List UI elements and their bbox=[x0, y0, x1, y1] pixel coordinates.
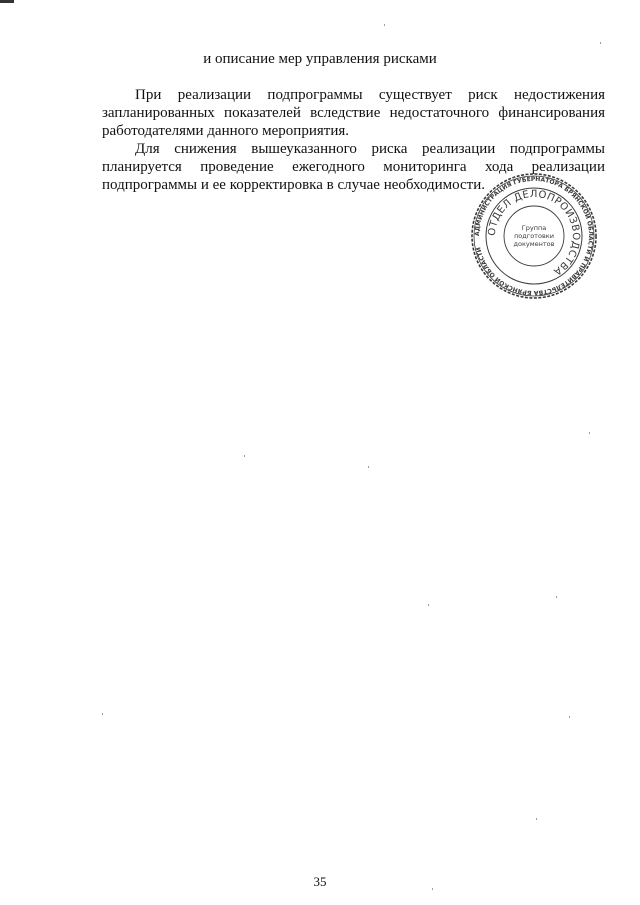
scan-speck bbox=[384, 24, 385, 26]
scan-speck bbox=[569, 716, 570, 718]
scan-speck bbox=[428, 604, 429, 606]
scan-speck bbox=[556, 596, 557, 598]
scan-speck bbox=[600, 42, 601, 44]
official-stamp bbox=[470, 172, 598, 300]
scan-speck bbox=[589, 432, 590, 434]
paragraph-risk: При реализации подпрограммы существует риск недостижения запланированных показателей вследствие недостаточного финансирования работодателями данного мероприятия. bbox=[102, 87, 605, 139]
scan-corner-mark bbox=[0, 0, 14, 3]
paragraph-mitigation: Для снижения вышеуказанного риска реализации подпрограммы планируется проведение ежегодного мониторинга хода реализации подпрограммы и ее корректировка в случае необходимости. bbox=[102, 141, 605, 193]
stamp-outer-text: АДМИНИСТРАЦИЯ ГУБЕРНАТОРА БРЯНСКОЙ ОБЛАСТИ И ПРАВИТЕЛЬСТВА БРЯНСКОЙ ОБЛАСТИ bbox=[473, 175, 595, 297]
section-heading: и описание мер управления рисками bbox=[203, 51, 437, 67]
stamp-center-line-1: Группа bbox=[521, 224, 547, 232]
page-number: 35 bbox=[313, 874, 327, 889]
scan-speck bbox=[368, 466, 369, 468]
stamp-center-line-2: подготовки bbox=[514, 232, 554, 240]
stamp-arc-text: ОТДЕЛ ДЕЛОПРОИЗВОДСТВА bbox=[486, 188, 582, 278]
scan-speck bbox=[102, 713, 103, 715]
scan-speck bbox=[244, 455, 245, 457]
stamp-center-line-3: документов bbox=[513, 240, 555, 248]
scan-speck bbox=[536, 818, 537, 820]
